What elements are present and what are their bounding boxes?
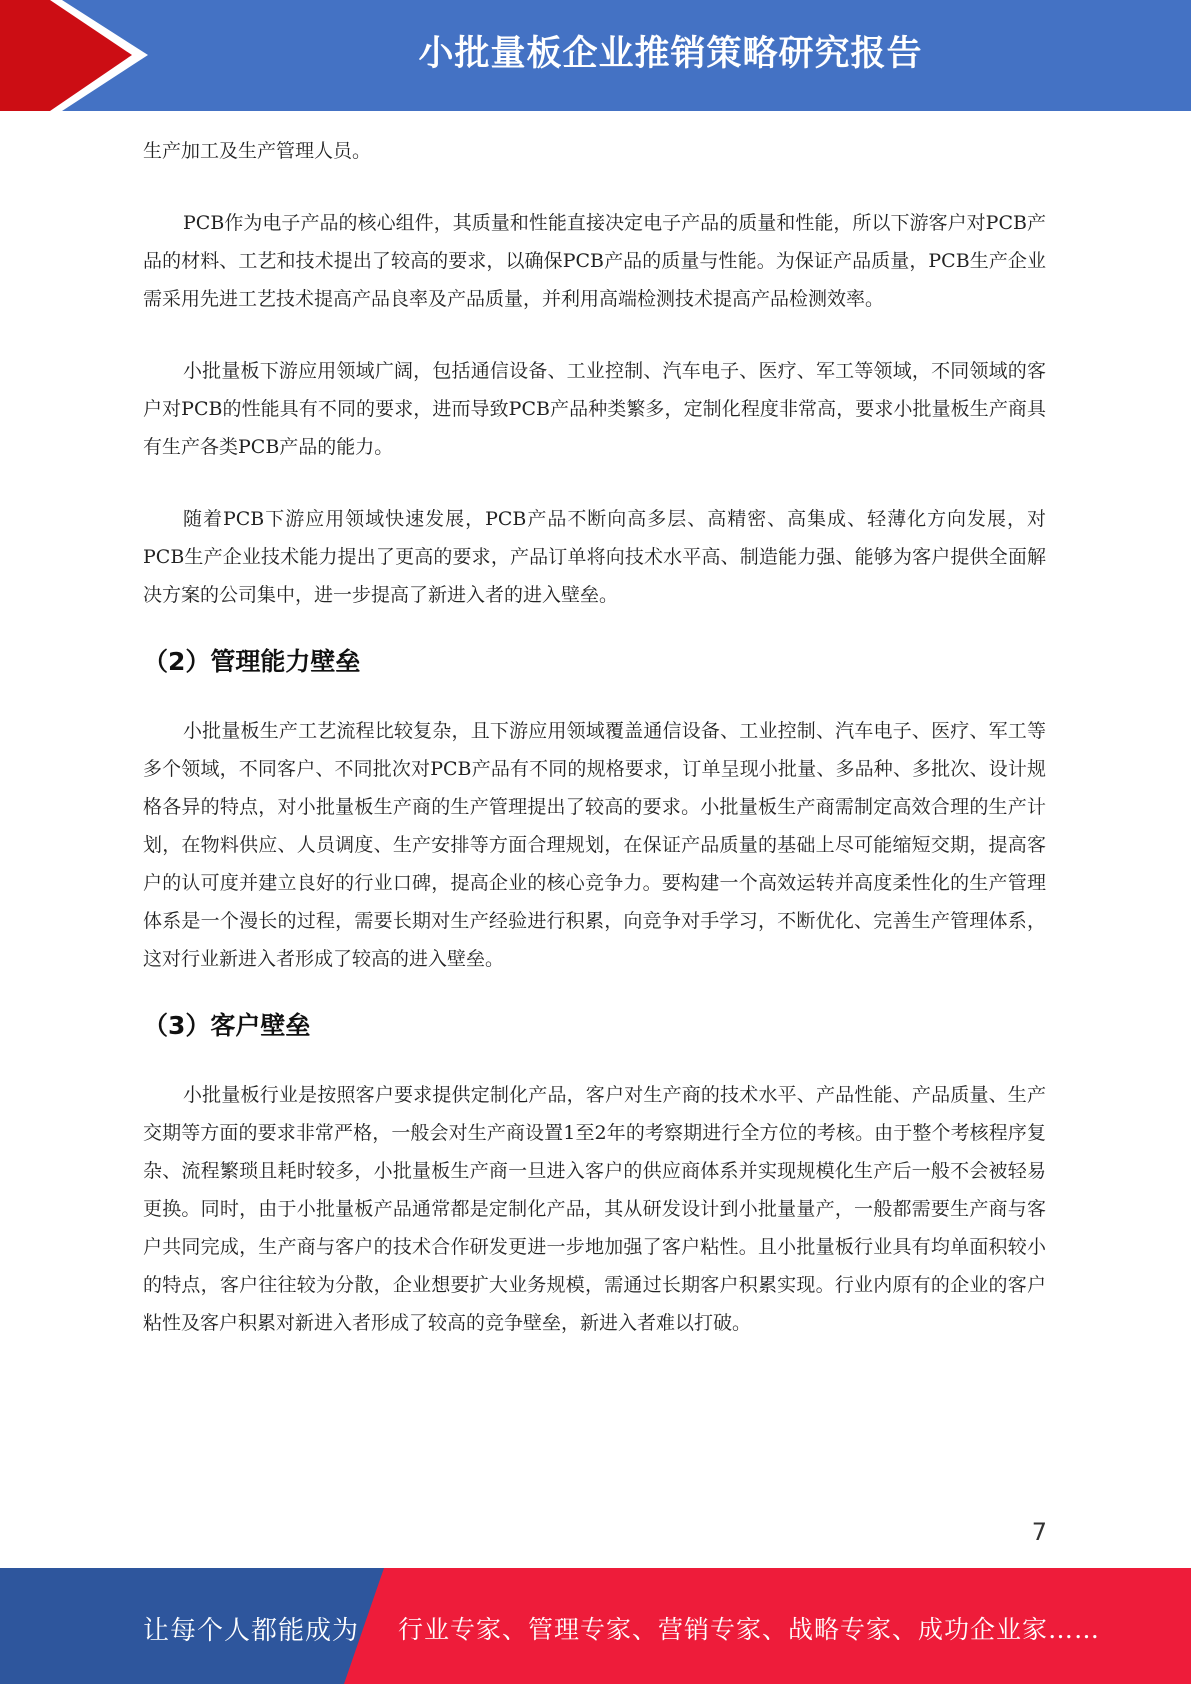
paragraph-5: 小批量板生产工艺流程比较复杂，且下游应用领域覆盖通信设备、工业控制、汽车电子、医疗、军工等多个领域，不同客户、不同批次对PCB产品有不同的规格要求，订单呈现小批量、多品种、多批次、设计规格各异的特点，对小批量板生产商的生产管理提出了较高的要求。小批量板生产商需制定高效合理的生产计划，在物料供应、人员调度、生产安排等方面合理规划，在保证产品质量的基础上尽可能缩短交期，提高客户的认可度并建立良好的行业口碑，提高企业的核心竞争力。要构建一个高效运转并高度柔性化的生产管理体系是一个漫长的过程，需要长期对生产经验进行积累，向竞争对手学习，不断优化、完善生产管理体系，这对行业新进入者形成了较高的进入壁垒。 xyxy=(143,720,1046,970)
paragraph-6: 小批量板行业是按照客户要求提供定制化产品，客户对生产商的技术水平、产品性能、产品质量、生产交期等方面的要求非常严格，一般会对生产商设置1至2年的考察期进行全方位的考核。由于整个考核程序复杂、流程繁琐且耗时较多，小批量板生产商一旦进入客户的供应商体系并实现规模化生产后一般不会被轻易更换。同时，由于小批量板产品通常都是定制化产品，其从研发设计到小批量量产，一般都需要生产商与客户共同完成，生产商与客户的技术合作研发更进一步地加强了客户粘性。且小批量板行业具有均单面积较小的特点，客户往往较为分散，企业想要扩大业务规模，需通过长期客户积累实现。行业内原有的企业的客户粘性及客户积累对新进入者形成了较高的竞争壁垒，新进入者难以打破。 xyxy=(143,1084,1046,1334)
document-body xyxy=(143,132,1046,1376)
footer-slogan-right: 行业专家、管理专家、营销专家、战略专家、成功企业家…… xyxy=(398,1615,1101,1644)
paragraph-1: 生产加工及生产管理人员。 xyxy=(143,140,372,162)
section-heading-management-barrier: （2）管理能力壁垒 xyxy=(143,647,361,676)
page-header xyxy=(0,0,1191,111)
footer-slogan-left: 让每个人都能成为 xyxy=(143,1616,360,1646)
report-title: 小批量板企业推销策略研究报告 xyxy=(418,34,923,74)
page-number: 7 xyxy=(1031,1518,1047,1546)
paragraph-4: 随着PCB下游应用领域快速发展，PCB产品不断向高多层、高精密、高集成、轻薄化方向发展，对PCB生产企业技术能力提出了更高的要求，产品订单将向技术水平高、制造能力强、能够为客户提供全面解决方案的公司集中，进一步提高了新进入者的进入壁垒。 xyxy=(143,508,1046,606)
page-footer xyxy=(0,1568,1191,1684)
paragraph-2: PCB作为电子产品的核心组件，其质量和性能直接决定电子产品的质量和性能，所以下游客户对PCB产品的材料、工艺和技术提出了较高的要求，以确保PCB产品的质量与性能。为保证产品质量，PCB生产企业需采用先进工艺技术提高产品良率及产品质量，并利用高端检测技术提高产品检测效率。 xyxy=(143,212,1046,310)
section-heading-customer-barrier: （3）客户壁垒 xyxy=(143,1011,311,1040)
paragraph-3: 小批量板下游应用领域广阔，包括通信设备、工业控制、汽车电子、医疗、军工等领域，不同领域的客户对PCB的性能具有不同的要求，进而导致PCB产品种类繁多，定制化程度非常高，要求小批量板生产商具有生产各类PCB产品的能力。 xyxy=(143,360,1046,458)
